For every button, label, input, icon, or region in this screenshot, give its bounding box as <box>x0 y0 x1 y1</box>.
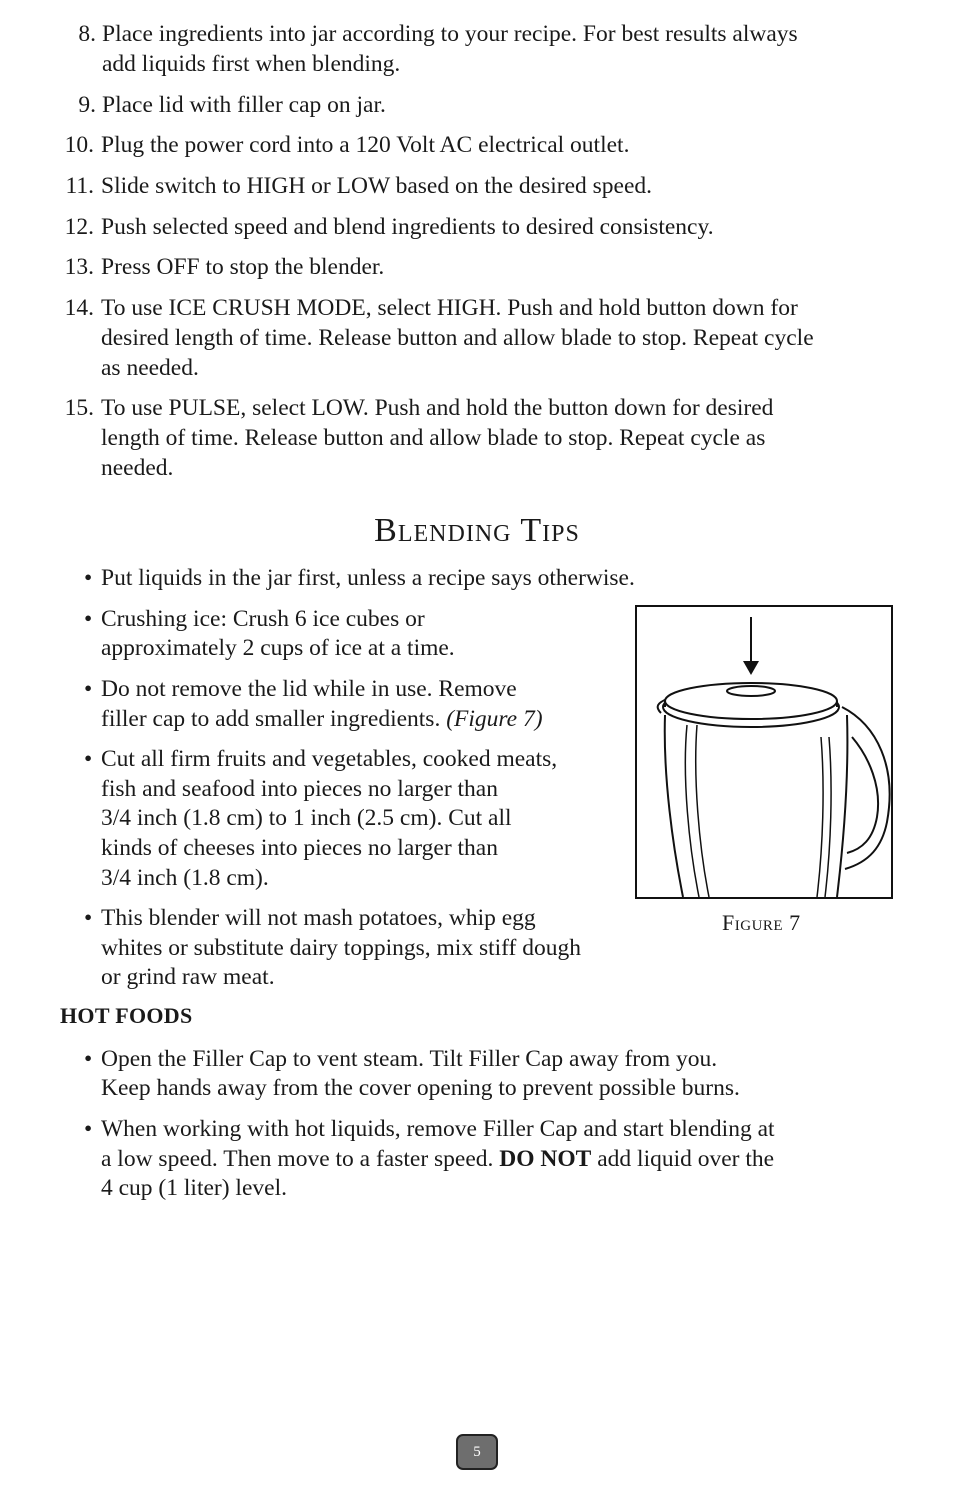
subheading-hot-foods: HOT FOODS <box>60 1003 193 1028</box>
bullet-marker: • <box>84 1116 93 1142</box>
step-text: Plug the power cord into a 120 Volt AC electrical outlet. <box>101 132 630 158</box>
bullet-marker: • <box>84 905 93 931</box>
step-text: To use PULSE, select LOW. Push and hold the button down for desired <box>101 395 774 421</box>
tip-text: Put liquids in the jar first, unless a recipe says otherwise. <box>101 565 635 591</box>
step-number: 9. <box>78 92 96 118</box>
step-number: 14. <box>64 295 94 321</box>
bullet-marker: • <box>84 606 93 632</box>
tip-text: Cut all firm fruits and vegetables, cooked meats, <box>101 746 558 772</box>
tip-text: 3/4 inch (1.8 cm) to 1 inch (2.5 cm). Cut all <box>101 805 512 831</box>
step-number: 12. <box>64 214 94 240</box>
bullet-marker: • <box>84 565 93 591</box>
figure-caption: Figure 7 <box>722 910 801 935</box>
bullet-marker: • <box>84 746 93 772</box>
tip-text: add liquid over the <box>591 1146 775 1172</box>
heading-word: ips <box>542 512 580 549</box>
figure-reference: (Figure 7) <box>446 706 543 732</box>
tip-text: 3/4 inch (1.8 cm). <box>101 865 269 891</box>
tip-text: kinds of cheeses into pieces no larger than <box>101 835 498 861</box>
tip-text: This blender will not mash potatoes, whip egg <box>101 905 536 931</box>
tip-text: filler cap to add smaller ingredients. <box>101 706 441 732</box>
bullet-marker: • <box>84 676 93 702</box>
blender-jar-drawing <box>637 607 891 897</box>
tip-text: whites or substitute dairy toppings, mix stiff dough <box>101 935 581 961</box>
figure-7-illustration <box>635 605 893 899</box>
step-text: Press OFF to stop the blender. <box>101 254 385 280</box>
step-number: 8. <box>78 21 96 47</box>
tip-text: or grind raw meat. <box>101 964 275 990</box>
heading-word: lending <box>397 512 512 549</box>
step-text: Place lid with filler cap on jar. <box>102 92 386 118</box>
step-text: needed. <box>101 455 174 481</box>
step-text: as needed. <box>101 355 199 381</box>
tip-text: a low speed. Then move to a faster speed. <box>101 1146 500 1172</box>
warning-emphasis: DO NOT <box>499 1146 592 1172</box>
step-text: Push selected speed and blend ingredients to desired consistency. <box>101 214 714 240</box>
step-number: 11. <box>65 173 94 199</box>
heading-initial: T <box>520 512 543 549</box>
step-text: length of time. Release button and allow blade to stop. Repeat cycle as <box>101 425 766 451</box>
step-text: To use ICE CRUSH MODE, select HIGH. Push and hold button down for <box>101 295 798 321</box>
bullet-marker: • <box>84 1046 93 1072</box>
tip-text: Do not remove the lid while in use. Remove <box>101 676 517 702</box>
tip-text: Open the Filler Cap to vent steam. Tilt Filler Cap away from you. <box>101 1046 718 1072</box>
tip-text: Keep hands away from the cover opening to prevent possible burns. <box>101 1075 740 1101</box>
step-text: Place ingredients into jar according to your recipe. For best results always <box>102 21 798 47</box>
step-number: 10. <box>64 132 94 158</box>
page-number-badge: 5 <box>456 1434 498 1470</box>
section-heading-blending-tips <box>0 512 954 550</box>
step-number: 15. <box>64 395 94 421</box>
step-text: desired length of time. Release button and allow blade to stop. Repeat cycle <box>101 325 814 351</box>
tip-text: 4 cup (1 liter) level. <box>101 1175 287 1201</box>
tip-text-with-ref <box>101 704 543 734</box>
tip-text: Crushing ice: Crush 6 ice cubes or <box>101 606 425 632</box>
tip-text: approximately 2 cups of ice at a time. <box>101 635 455 661</box>
tip-text-with-warning <box>101 1144 774 1174</box>
heading-initial: B <box>374 512 398 549</box>
tip-text: fish and seafood into pieces no larger than <box>101 776 498 802</box>
step-text: add liquids first when blending. <box>102 51 401 77</box>
step-number: 13. <box>64 254 94 280</box>
tip-text: When working with hot liquids, remove Filler Cap and start blending at <box>101 1116 775 1142</box>
step-text: Slide switch to HIGH or LOW based on the desired speed. <box>101 173 653 199</box>
